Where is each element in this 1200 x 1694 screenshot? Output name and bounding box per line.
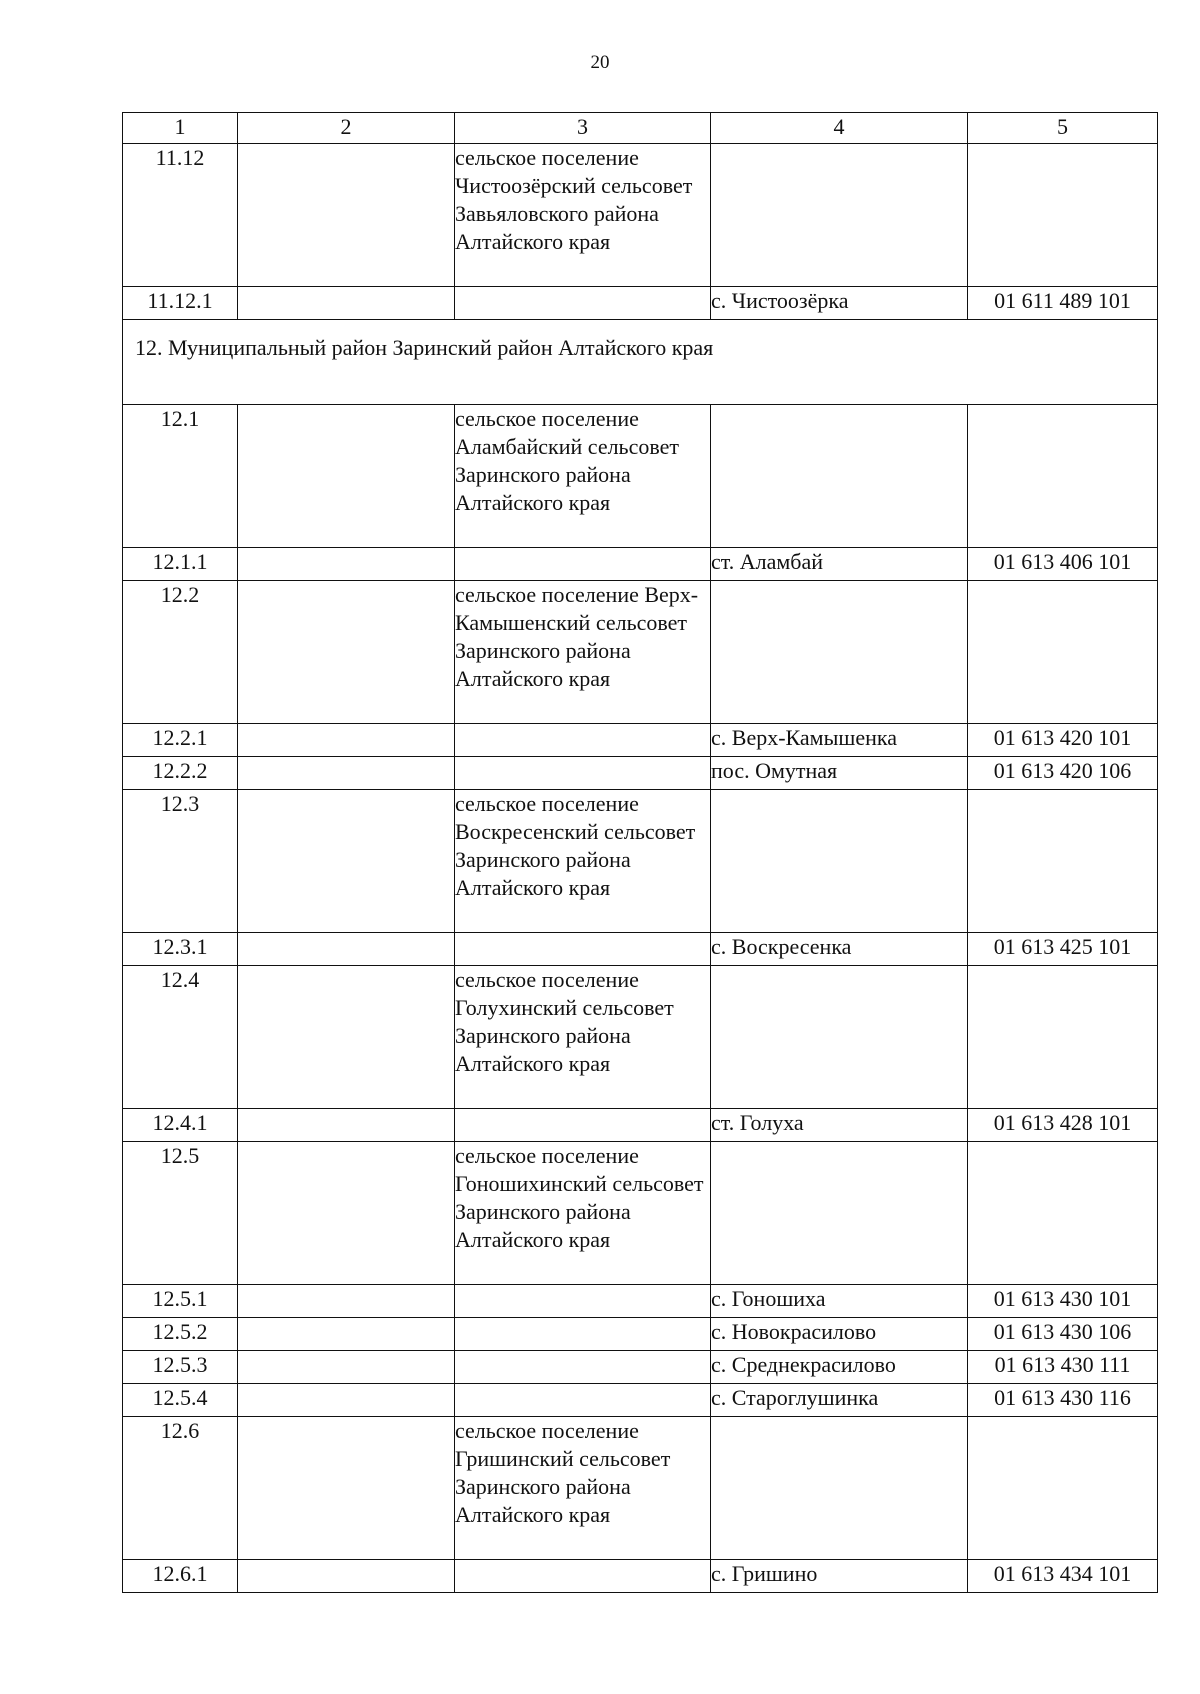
column-header-5: 5	[968, 113, 1158, 144]
column-2-cell	[238, 1142, 455, 1285]
locality-name-cell: с. Гришино	[711, 1560, 968, 1593]
locality-name-cell: с. Гоношиха	[711, 1285, 968, 1318]
row-number-cell: 11.12.1	[123, 287, 238, 320]
locality-name-cell	[711, 966, 968, 1109]
row-number-cell: 12.1	[123, 405, 238, 548]
column-header-1: 1	[123, 113, 238, 144]
settlement-name-cell: сельское поселение Чистоозёрский сельсовет Завьяловского района Алтайского края	[455, 144, 711, 287]
locality-name-cell: ст. Аламбай	[711, 548, 968, 581]
settlement-name-cell	[455, 724, 711, 757]
locality-name-cell: с. Чистоозёрка	[711, 287, 968, 320]
locality-row	[123, 1560, 1158, 1593]
locality-name-cell: с. Воскресенка	[711, 933, 968, 966]
district-heading: 12. Муниципальный район Заринский район Алтайского края	[123, 320, 1158, 405]
column-2-cell	[238, 1351, 455, 1384]
settlement-name-cell: сельское поселение Голухинский сельсовет Заринского района Алтайского края	[455, 966, 711, 1109]
oktmo-code-cell	[968, 790, 1158, 933]
settlement-row	[123, 1142, 1158, 1285]
row-number-cell: 11.12	[123, 144, 238, 287]
row-number-cell: 12.3.1	[123, 933, 238, 966]
locality-row	[123, 724, 1158, 757]
column-2-cell	[238, 1109, 455, 1142]
registry-table	[122, 112, 1158, 1593]
locality-name-cell: ст. Голуха	[711, 1109, 968, 1142]
oktmo-code-cell: 01 613 430 106	[968, 1318, 1158, 1351]
settlement-name-cell	[455, 548, 711, 581]
oktmo-code-cell: 01 613 420 106	[968, 757, 1158, 790]
locality-row	[123, 1285, 1158, 1318]
row-number-cell: 12.5.3	[123, 1351, 238, 1384]
locality-name-cell: с. Верх-Камышенка	[711, 724, 968, 757]
row-number-cell: 12.2	[123, 581, 238, 724]
locality-row	[123, 548, 1158, 581]
oktmo-code-cell: 01 613 420 101	[968, 724, 1158, 757]
settlement-row	[123, 405, 1158, 548]
settlement-name-cell	[455, 1285, 711, 1318]
locality-row	[123, 287, 1158, 320]
oktmo-code-cell	[968, 405, 1158, 548]
row-number-cell: 12.4.1	[123, 1109, 238, 1142]
settlement-row	[123, 966, 1158, 1109]
column-header-2: 2	[238, 113, 455, 144]
column-2-cell	[238, 144, 455, 287]
settlement-row	[123, 581, 1158, 724]
locality-name-cell	[711, 405, 968, 548]
oktmo-code-cell	[968, 144, 1158, 287]
district-heading-row	[123, 320, 1158, 405]
settlement-name-cell: сельское поселение Воскресенский сельсовет Заринского района Алтайского края	[455, 790, 711, 933]
locality-name-cell	[711, 1142, 968, 1285]
oktmo-code-cell: 01 611 489 101	[968, 287, 1158, 320]
oktmo-code-cell: 01 613 430 101	[968, 1285, 1158, 1318]
column-2-cell	[238, 933, 455, 966]
column-2-cell	[238, 1285, 455, 1318]
locality-row	[123, 1318, 1158, 1351]
column-2-cell	[238, 1560, 455, 1593]
row-number-cell: 12.2.2	[123, 757, 238, 790]
settlement-name-cell	[455, 1318, 711, 1351]
row-number-cell: 12.5.2	[123, 1318, 238, 1351]
locality-name-cell: с. Среднекрасилово	[711, 1351, 968, 1384]
column-2-cell	[238, 1417, 455, 1560]
oktmo-code-cell	[968, 1417, 1158, 1560]
settlement-name-cell: сельское поселение Гоношихинский сельсовет Заринского района Алтайского края	[455, 1142, 711, 1285]
settlement-name-cell	[455, 1384, 711, 1417]
oktmo-code-cell: 01 613 428 101	[968, 1109, 1158, 1142]
row-number-cell: 12.5.1	[123, 1285, 238, 1318]
locality-row	[123, 1109, 1158, 1142]
settlement-name-cell	[455, 1109, 711, 1142]
row-number-cell: 12.6.1	[123, 1560, 238, 1593]
locality-row	[123, 757, 1158, 790]
column-2-cell	[238, 757, 455, 790]
oktmo-code-cell: 01 613 430 116	[968, 1384, 1158, 1417]
locality-name-cell	[711, 790, 968, 933]
column-2-cell	[238, 966, 455, 1109]
column-2-cell	[238, 1384, 455, 1417]
settlement-name-cell	[455, 1351, 711, 1384]
locality-name-cell: пос. Омутная	[711, 757, 968, 790]
settlement-name-cell	[455, 933, 711, 966]
column-number-header-row	[123, 113, 1158, 144]
column-2-cell	[238, 724, 455, 757]
locality-name-cell	[711, 581, 968, 724]
locality-name-cell: с. Староглушинка	[711, 1384, 968, 1417]
oktmo-code-cell	[968, 1142, 1158, 1285]
row-number-cell: 12.1.1	[123, 548, 238, 581]
column-header-3: 3	[455, 113, 711, 144]
settlement-name-cell	[455, 287, 711, 320]
locality-name-cell: с. Новокрасилово	[711, 1318, 968, 1351]
page-number: 20	[590, 52, 610, 73]
locality-row	[123, 1351, 1158, 1384]
settlement-row	[123, 1417, 1158, 1560]
row-number-cell: 12.2.1	[123, 724, 238, 757]
column-2-cell	[238, 287, 455, 320]
registry-table-body	[123, 113, 1158, 1593]
settlement-row	[123, 144, 1158, 287]
locality-row	[123, 1384, 1158, 1417]
locality-row	[123, 933, 1158, 966]
locality-name-cell	[711, 144, 968, 287]
settlement-name-cell	[455, 757, 711, 790]
oktmo-code-cell: 01 613 430 111	[968, 1351, 1158, 1384]
settlement-name-cell: сельское поселение Гришинский сельсовет Заринского района Алтайского края	[455, 1417, 711, 1560]
row-number-cell: 12.6	[123, 1417, 238, 1560]
settlement-name-cell	[455, 1560, 711, 1593]
oktmo-code-cell: 01 613 406 101	[968, 548, 1158, 581]
locality-name-cell	[711, 1417, 968, 1560]
row-number-cell: 12.3	[123, 790, 238, 933]
row-number-cell: 12.4	[123, 966, 238, 1109]
settlement-row	[123, 790, 1158, 933]
column-header-4: 4	[711, 113, 968, 144]
oktmo-code-cell	[968, 581, 1158, 724]
oktmo-code-cell	[968, 966, 1158, 1109]
oktmo-code-cell: 01 613 425 101	[968, 933, 1158, 966]
settlement-name-cell: сельское поселение Аламбайский сельсовет Заринского района Алтайского края	[455, 405, 711, 548]
column-2-cell	[238, 405, 455, 548]
column-2-cell	[238, 581, 455, 724]
settlement-name-cell: сельское поселение Верх-Камышенский сельсовет Заринского района Алтайского края	[455, 581, 711, 724]
column-2-cell	[238, 548, 455, 581]
oktmo-code-cell: 01 613 434 101	[968, 1560, 1158, 1593]
column-2-cell	[238, 1318, 455, 1351]
row-number-cell: 12.5.4	[123, 1384, 238, 1417]
row-number-cell: 12.5	[123, 1142, 238, 1285]
column-2-cell	[238, 790, 455, 933]
